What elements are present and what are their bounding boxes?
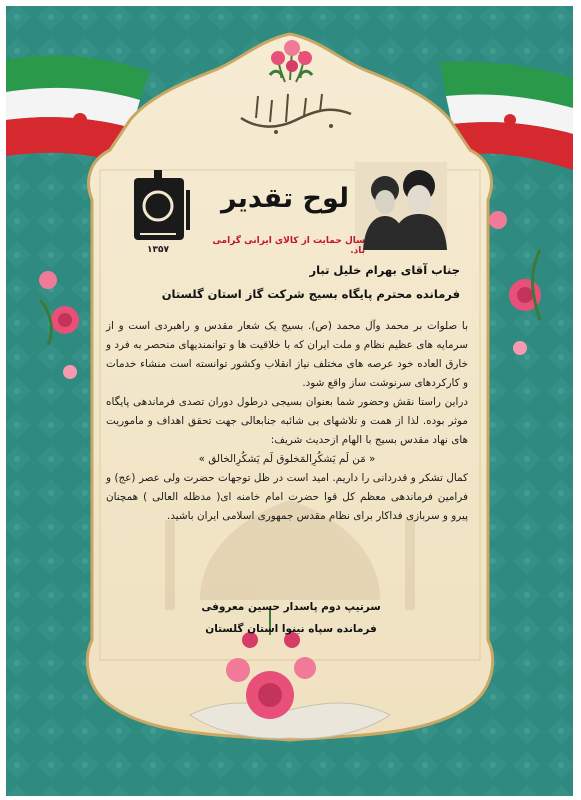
emblem-year: ۱۳۵۷	[147, 245, 169, 255]
signature-block	[186, 596, 396, 640]
recipient-name: جناب آقای بهرام خلیل تبار	[309, 263, 460, 277]
body-paragraph-2: دراین راستا نقش وحضور شما بعنوان بسیجی درطول دوران تصدی فرماندهی پایگاه موثر بوده. لذا از همت و تلاشهای بی شائبه جنابعالی جهت تحقق اهداف و ماموریت های نهاد مقدس بسیج با الهام ازحدیث شریف:	[106, 396, 468, 446]
leaders-portrait-icon	[355, 162, 447, 250]
hadith-quote: « مَن لَم یَشکُرِالمَخلوق لَم یَشکُرِالخالق »	[198, 453, 376, 465]
certificate-body	[106, 317, 468, 526]
signer-title: فرمانده سپاه نینوا استان گلستان	[205, 623, 377, 635]
signer-name: سرتیپ دوم پاسدار حسین معروفی	[201, 601, 381, 613]
recipient-block	[110, 258, 460, 306]
body-paragraph-3: کمال تشکر و قدردانی را داریم. امید است در ظل توجهات حضرت ولی عصر (عج) و فرامین فرماندهی معظم کل قوا حضرت امام خامنه ای( مدظله العالی ) همچنان پیرو و سربازی فداکار برای نظام مقدس جمهوری اسلامی ایران باشید.	[106, 472, 468, 522]
irgc-emblem-icon	[126, 168, 201, 256]
year-slogan: سال حمایت از کالای ایرانی گرامی باد.	[212, 236, 365, 256]
certificate-title: لوح تقدیر	[220, 183, 350, 214]
recipient-position: فرمانده محترم پایگاه بسیج شرکت گاز استان گلستان	[161, 287, 460, 301]
calligraphy-bismillah-icon	[236, 88, 356, 138]
body-paragraph-1: با صلوات بر محمد وآل محمد (ص). بسیج یک شعار مقدس و راهبردی است و از سرمایه های عظیم نظام و ملت ایران که با خلاقیت ها و توانمندیهای منحصر به فرد و خارق العاده خود عرصه های مختلف نیاز انقلاب وکشور توانسته است منشاء خدمات و کارکردهای سرنوشت ساز واقع شود.	[106, 320, 468, 389]
